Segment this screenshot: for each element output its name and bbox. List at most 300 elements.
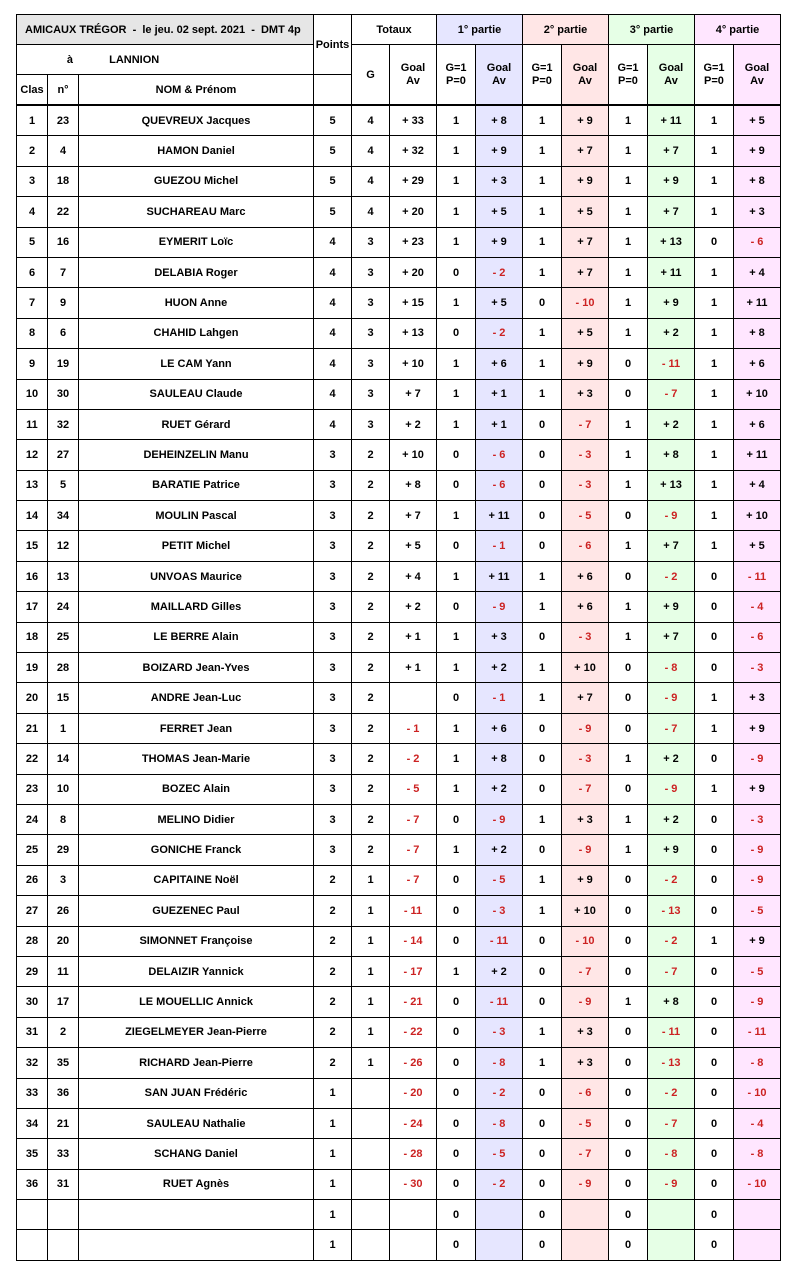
table-row bbox=[17, 592, 781, 622]
table-row bbox=[17, 409, 781, 439]
total-goal-cell: - 30 bbox=[390, 1169, 437, 1199]
total-goal-cell: - 21 bbox=[390, 987, 437, 1017]
p2-goal-cell: - 7 bbox=[562, 956, 609, 986]
number-cell: 2 bbox=[48, 1017, 79, 1047]
rank-cell: 28 bbox=[17, 926, 48, 956]
player-name: FERRET Jean bbox=[79, 713, 314, 743]
p4-goal-cell: + 5 bbox=[734, 105, 781, 136]
points-cell: 4 bbox=[314, 257, 352, 287]
number-cell: 25 bbox=[48, 622, 79, 652]
rank-cell: 29 bbox=[17, 956, 48, 986]
total-goal-cell: + 20 bbox=[390, 197, 437, 227]
number-cell: 19 bbox=[48, 349, 79, 379]
p4-goal-cell: - 6 bbox=[734, 622, 781, 652]
number-cell: 14 bbox=[48, 744, 79, 774]
p2-goal-cell: - 3 bbox=[562, 622, 609, 652]
player-name: SAULEAU Nathalie bbox=[79, 1108, 314, 1138]
p4-goal-cell: + 9 bbox=[734, 926, 781, 956]
number-cell: 16 bbox=[48, 227, 79, 257]
table-row bbox=[17, 774, 781, 804]
player-name: GONICHE Franck bbox=[79, 835, 314, 865]
wins-cell bbox=[352, 1200, 390, 1230]
p3-result-cell: 0 bbox=[609, 956, 648, 986]
points-cell: 1 bbox=[314, 1108, 352, 1138]
p1-goal-cell: + 1 bbox=[476, 379, 523, 409]
points-cell: 3 bbox=[314, 531, 352, 561]
p1-result-cell: 1 bbox=[437, 197, 476, 227]
total-goal-cell: + 10 bbox=[390, 440, 437, 470]
p2-result-cell: 1 bbox=[523, 804, 562, 834]
p4-goal-cell: + 4 bbox=[734, 470, 781, 500]
p4-goal-cell: - 10 bbox=[734, 1169, 781, 1199]
p1-goal-cell: - 6 bbox=[476, 470, 523, 500]
event-date: le jeu. 02 sept. 2021 bbox=[142, 23, 246, 36]
p2-result-cell: 1 bbox=[523, 653, 562, 683]
p2-result-cell: 1 bbox=[523, 865, 562, 895]
table-row bbox=[17, 622, 781, 652]
tot-goal-header: Goal Av bbox=[390, 45, 437, 106]
p3-result-cell: 1 bbox=[609, 470, 648, 500]
rank-cell: 26 bbox=[17, 865, 48, 895]
p2-result-cell: 1 bbox=[523, 1017, 562, 1047]
p4-result-cell: 0 bbox=[695, 1169, 734, 1199]
p1-goal-cell: + 2 bbox=[476, 956, 523, 986]
player-name: SCHANG Daniel bbox=[79, 1139, 314, 1169]
player-name: BOZEC Alain bbox=[79, 774, 314, 804]
wins-cell: 1 bbox=[352, 987, 390, 1017]
total-goal-cell: + 5 bbox=[390, 531, 437, 561]
p1-result-cell: 0 bbox=[437, 531, 476, 561]
number-cell: 35 bbox=[48, 1048, 79, 1078]
p2-goal-cell: + 9 bbox=[562, 349, 609, 379]
p4-goal-cell: + 10 bbox=[734, 501, 781, 531]
table-row bbox=[17, 349, 781, 379]
p1-result-cell: 0 bbox=[437, 987, 476, 1017]
p2-goal-cell: + 5 bbox=[562, 318, 609, 348]
total-goal-cell: + 7 bbox=[390, 379, 437, 409]
points-cell: 3 bbox=[314, 561, 352, 591]
rank-cell: 17 bbox=[17, 592, 48, 622]
points-cell: 3 bbox=[314, 744, 352, 774]
points-cell: 4 bbox=[314, 288, 352, 318]
p2-result-cell: 1 bbox=[523, 683, 562, 713]
total-goal-cell: - 17 bbox=[390, 956, 437, 986]
p2-goal-cell bbox=[562, 1200, 609, 1230]
p1-goal-cell: - 8 bbox=[476, 1048, 523, 1078]
number-cell: 28 bbox=[48, 653, 79, 683]
table-row bbox=[17, 501, 781, 531]
wins-cell: 3 bbox=[352, 318, 390, 348]
p1-result-cell: 1 bbox=[437, 379, 476, 409]
wins-cell: 2 bbox=[352, 713, 390, 743]
p3-goal-cell: - 13 bbox=[648, 896, 695, 926]
number-cell: 12 bbox=[48, 531, 79, 561]
table-row bbox=[17, 1048, 781, 1078]
p3-goal-cell: + 9 bbox=[648, 166, 695, 196]
player-name: LE MOUELLIC Annick bbox=[79, 987, 314, 1017]
number-cell: 34 bbox=[48, 501, 79, 531]
points-cell: 1 bbox=[314, 1078, 352, 1108]
number-cell: 4 bbox=[48, 136, 79, 166]
number-cell: 9 bbox=[48, 288, 79, 318]
rank-cell: 27 bbox=[17, 896, 48, 926]
number-cell: 13 bbox=[48, 561, 79, 591]
p1-result-cell: 0 bbox=[437, 896, 476, 926]
p4-goal-cell: + 3 bbox=[734, 197, 781, 227]
p3-goal-cell: + 7 bbox=[648, 136, 695, 166]
points-cell: 3 bbox=[314, 501, 352, 531]
rank-cell: 2 bbox=[17, 136, 48, 166]
p4-goal-cell: + 6 bbox=[734, 349, 781, 379]
total-goal-cell bbox=[390, 1230, 437, 1260]
p3-goal-cell: - 9 bbox=[648, 1169, 695, 1199]
points-cell: 3 bbox=[314, 440, 352, 470]
p2-result-cell: 0 bbox=[523, 288, 562, 318]
player-name: ANDRE Jean-Luc bbox=[79, 683, 314, 713]
p4-goal-cell: - 5 bbox=[734, 896, 781, 926]
p4-goal-cell: - 11 bbox=[734, 561, 781, 591]
rank-cell: 5 bbox=[17, 227, 48, 257]
p3-goal-cell: - 11 bbox=[648, 349, 695, 379]
partie4-header: 4° partie bbox=[695, 15, 781, 45]
p1-goal-cell: - 2 bbox=[476, 1169, 523, 1199]
p1-result-cell: 1 bbox=[437, 653, 476, 683]
p3-result-cell: 0 bbox=[609, 713, 648, 743]
p4-result-cell: 0 bbox=[695, 592, 734, 622]
wins-cell: 2 bbox=[352, 804, 390, 834]
p2-goal-cell: - 7 bbox=[562, 1139, 609, 1169]
p2-result-cell: 0 bbox=[523, 835, 562, 865]
player-name: SAN JUAN Frédéric bbox=[79, 1078, 314, 1108]
points-cell: 5 bbox=[314, 197, 352, 227]
player-name: MELINO Didier bbox=[79, 804, 314, 834]
p4-goal-cell bbox=[734, 1200, 781, 1230]
p4-result-cell: 0 bbox=[695, 865, 734, 895]
p2-goal-cell: - 9 bbox=[562, 835, 609, 865]
p4-goal-cell: + 6 bbox=[734, 409, 781, 439]
p2-result-cell: 1 bbox=[523, 197, 562, 227]
p2-result-cell: 0 bbox=[523, 744, 562, 774]
clas-header: Clas bbox=[17, 75, 48, 106]
p2-result-cell: 1 bbox=[523, 257, 562, 287]
p2-result-cell: 0 bbox=[523, 1230, 562, 1260]
p4-goal-cell: + 5 bbox=[734, 531, 781, 561]
p3-goal-header: Goal Av bbox=[648, 45, 695, 106]
p1-result-cell: 0 bbox=[437, 257, 476, 287]
points-cell: 3 bbox=[314, 653, 352, 683]
p4-goal-cell: - 11 bbox=[734, 1017, 781, 1047]
player-name: BOIZARD Jean-Yves bbox=[79, 653, 314, 683]
p3-result-cell: 0 bbox=[609, 1169, 648, 1199]
number-cell: 7 bbox=[48, 257, 79, 287]
p1-result-cell: 0 bbox=[437, 1230, 476, 1260]
p3-result-cell: 0 bbox=[609, 1048, 648, 1078]
p2-goal-cell: + 7 bbox=[562, 683, 609, 713]
p4-goal-cell: + 9 bbox=[734, 136, 781, 166]
p4-result-cell: 1 bbox=[695, 379, 734, 409]
p4-goal-header: Goal Av bbox=[734, 45, 781, 106]
p1-result-cell: 0 bbox=[437, 1017, 476, 1047]
p3-goal-cell: - 13 bbox=[648, 1048, 695, 1078]
p3-result-cell: 0 bbox=[609, 1230, 648, 1260]
p2-result-cell: 1 bbox=[523, 349, 562, 379]
points-cell: 3 bbox=[314, 470, 352, 500]
player-name bbox=[79, 1200, 314, 1230]
p3-goal-cell: - 8 bbox=[648, 1139, 695, 1169]
wins-cell: 2 bbox=[352, 622, 390, 652]
p3-result-cell: 0 bbox=[609, 1200, 648, 1230]
p1-result-cell: 1 bbox=[437, 349, 476, 379]
p2-result-cell: 0 bbox=[523, 1200, 562, 1230]
player-name bbox=[79, 1230, 314, 1260]
table-row bbox=[17, 896, 781, 926]
total-goal-cell bbox=[390, 683, 437, 713]
total-goal-cell: - 7 bbox=[390, 835, 437, 865]
p3-goal-cell: + 11 bbox=[648, 105, 695, 136]
partie3-header: 3° partie bbox=[609, 15, 695, 45]
p3-goal-cell: + 2 bbox=[648, 409, 695, 439]
p3-goal-cell: + 9 bbox=[648, 835, 695, 865]
total-goal-cell: - 22 bbox=[390, 1017, 437, 1047]
p3-goal-cell: + 2 bbox=[648, 804, 695, 834]
wins-cell bbox=[352, 1169, 390, 1199]
p2-goal-cell: + 7 bbox=[562, 227, 609, 257]
points-cell: 2 bbox=[314, 1048, 352, 1078]
p1-result-cell: 1 bbox=[437, 105, 476, 136]
p4-goal-cell: - 9 bbox=[734, 865, 781, 895]
player-name: HAMON Daniel bbox=[79, 136, 314, 166]
p4-result-cell: 1 bbox=[695, 440, 734, 470]
p2-goal-cell: - 5 bbox=[562, 501, 609, 531]
p3-result-cell: 1 bbox=[609, 197, 648, 227]
table-row bbox=[17, 318, 781, 348]
total-goal-cell: - 24 bbox=[390, 1108, 437, 1138]
wins-cell: 2 bbox=[352, 744, 390, 774]
p1-goal-cell: + 3 bbox=[476, 166, 523, 196]
total-goal-cell: - 7 bbox=[390, 804, 437, 834]
rank-cell: 16 bbox=[17, 561, 48, 591]
p2-goal-cell: - 7 bbox=[562, 774, 609, 804]
p4-result-cell: 1 bbox=[695, 683, 734, 713]
wins-cell: 2 bbox=[352, 440, 390, 470]
p4-gp-header: G=1 P=0 bbox=[695, 45, 734, 106]
player-name: SIMONNET Françoise bbox=[79, 926, 314, 956]
points-cell: 4 bbox=[314, 318, 352, 348]
wins-cell: 2 bbox=[352, 531, 390, 561]
p4-result-cell: 1 bbox=[695, 349, 734, 379]
total-goal-cell: + 4 bbox=[390, 561, 437, 591]
wins-cell: 3 bbox=[352, 227, 390, 257]
total-goal-cell: + 23 bbox=[390, 227, 437, 257]
p2-result-cell: 0 bbox=[523, 1108, 562, 1138]
total-goal-cell: + 1 bbox=[390, 653, 437, 683]
player-name: DELAIZIR Yannick bbox=[79, 956, 314, 986]
player-name: UNVOAS Maurice bbox=[79, 561, 314, 591]
table-row bbox=[17, 1108, 781, 1138]
name-header: NOM & Prénom bbox=[79, 75, 314, 106]
wins-cell: 1 bbox=[352, 1017, 390, 1047]
p1-result-cell: 0 bbox=[437, 318, 476, 348]
p1-result-cell: 1 bbox=[437, 409, 476, 439]
header-row-2 bbox=[17, 45, 781, 75]
p3-result-cell: 1 bbox=[609, 257, 648, 287]
p4-result-cell: 1 bbox=[695, 501, 734, 531]
p3-goal-cell: - 8 bbox=[648, 653, 695, 683]
rank-cell: 34 bbox=[17, 1108, 48, 1138]
table-row bbox=[17, 531, 781, 561]
p4-result-cell: 1 bbox=[695, 531, 734, 561]
totaux-header: Totaux bbox=[352, 15, 437, 45]
p2-goal-cell: - 10 bbox=[562, 288, 609, 318]
p4-result-cell: 0 bbox=[695, 1139, 734, 1169]
p3-result-cell: 1 bbox=[609, 592, 648, 622]
p3-result-cell: 0 bbox=[609, 683, 648, 713]
total-goal-cell: - 14 bbox=[390, 926, 437, 956]
player-name: GUEZOU Michel bbox=[79, 166, 314, 196]
p2-result-cell: 1 bbox=[523, 105, 562, 136]
points-cell: 2 bbox=[314, 926, 352, 956]
p1-result-cell: 0 bbox=[437, 1139, 476, 1169]
p3-goal-cell bbox=[648, 1200, 695, 1230]
rank-cell: 9 bbox=[17, 349, 48, 379]
total-goal-cell: + 8 bbox=[390, 470, 437, 500]
player-name: LE CAM Yann bbox=[79, 349, 314, 379]
total-goal-cell: + 15 bbox=[390, 288, 437, 318]
p1-goal-cell: - 1 bbox=[476, 683, 523, 713]
wins-cell: 3 bbox=[352, 409, 390, 439]
p2-result-cell: 1 bbox=[523, 1048, 562, 1078]
p2-result-cell: 1 bbox=[523, 592, 562, 622]
player-name: LE BERRE Alain bbox=[79, 622, 314, 652]
points-cell: 4 bbox=[314, 409, 352, 439]
number-cell: 3 bbox=[48, 865, 79, 895]
p3-goal-cell: - 9 bbox=[648, 683, 695, 713]
p2-result-cell: 1 bbox=[523, 227, 562, 257]
table-row bbox=[17, 804, 781, 834]
p1-goal-cell: - 11 bbox=[476, 926, 523, 956]
event-name: DMT 4p bbox=[260, 23, 301, 36]
p2-goal-cell: - 6 bbox=[562, 1078, 609, 1108]
points-cell: 2 bbox=[314, 896, 352, 926]
p2-result-cell: 1 bbox=[523, 379, 562, 409]
player-name: EYMERIT Loïc bbox=[79, 227, 314, 257]
number-cell: 24 bbox=[48, 592, 79, 622]
p2-result-cell: 0 bbox=[523, 1078, 562, 1108]
p1-result-cell: 0 bbox=[437, 865, 476, 895]
total-goal-cell: - 5 bbox=[390, 774, 437, 804]
wins-cell: 2 bbox=[352, 501, 390, 531]
number-cell: 26 bbox=[48, 896, 79, 926]
number-cell: 22 bbox=[48, 197, 79, 227]
p1-gp-header: G=1 P=0 bbox=[437, 45, 476, 106]
p2-goal-cell: - 9 bbox=[562, 713, 609, 743]
p1-goal-cell: + 6 bbox=[476, 713, 523, 743]
p4-result-cell: 0 bbox=[695, 744, 734, 774]
p4-goal-cell: - 4 bbox=[734, 592, 781, 622]
p3-goal-cell: + 7 bbox=[648, 531, 695, 561]
number-cell bbox=[48, 1230, 79, 1260]
wins-cell bbox=[352, 1230, 390, 1260]
p3-goal-cell: - 2 bbox=[648, 561, 695, 591]
table-row bbox=[17, 105, 781, 136]
total-goal-cell: + 33 bbox=[390, 105, 437, 136]
p2-goal-cell: - 9 bbox=[562, 987, 609, 1017]
p3-result-cell: 1 bbox=[609, 440, 648, 470]
p3-result-cell: 1 bbox=[609, 987, 648, 1017]
player-name: BARATIE Patrice bbox=[79, 470, 314, 500]
total-goal-cell: + 13 bbox=[390, 318, 437, 348]
p2-result-cell: 0 bbox=[523, 501, 562, 531]
p1-goal-cell: - 1 bbox=[476, 531, 523, 561]
p2-goal-cell: + 9 bbox=[562, 865, 609, 895]
p2-goal-cell: + 9 bbox=[562, 105, 609, 136]
p1-goal-cell: - 3 bbox=[476, 896, 523, 926]
g-header: G bbox=[352, 45, 390, 106]
p1-result-cell: 0 bbox=[437, 1169, 476, 1199]
player-name: HUON Anne bbox=[79, 288, 314, 318]
points-cell: 3 bbox=[314, 804, 352, 834]
p3-result-cell: 0 bbox=[609, 653, 648, 683]
wins-cell: 2 bbox=[352, 653, 390, 683]
p4-goal-cell: - 9 bbox=[734, 744, 781, 774]
p4-result-cell: 0 bbox=[695, 653, 734, 683]
wins-cell: 3 bbox=[352, 257, 390, 287]
p3-goal-cell: - 7 bbox=[648, 1108, 695, 1138]
p2-result-cell: 1 bbox=[523, 896, 562, 926]
number-cell: 36 bbox=[48, 1078, 79, 1108]
p1-goal-cell: + 11 bbox=[476, 561, 523, 591]
p3-goal-cell: - 2 bbox=[648, 926, 695, 956]
points-cell: 1 bbox=[314, 1169, 352, 1199]
table-row bbox=[17, 1230, 781, 1260]
p4-goal-cell: + 8 bbox=[734, 166, 781, 196]
table-row bbox=[17, 257, 781, 287]
p1-goal-cell: + 8 bbox=[476, 744, 523, 774]
p3-result-cell: 1 bbox=[609, 409, 648, 439]
rank-cell: 25 bbox=[17, 835, 48, 865]
table-row bbox=[17, 1078, 781, 1108]
number-cell: 32 bbox=[48, 409, 79, 439]
p2-goal-cell: - 7 bbox=[562, 409, 609, 439]
wins-cell: 2 bbox=[352, 774, 390, 804]
p2-goal-cell: + 7 bbox=[562, 136, 609, 166]
points-cell: 2 bbox=[314, 956, 352, 986]
wins-cell bbox=[352, 1139, 390, 1169]
number-cell: 18 bbox=[48, 166, 79, 196]
p4-result-cell: 0 bbox=[695, 896, 734, 926]
p4-result-cell: 1 bbox=[695, 166, 734, 196]
p1-goal-cell: + 6 bbox=[476, 349, 523, 379]
p3-result-cell: 1 bbox=[609, 105, 648, 136]
p4-result-cell: 0 bbox=[695, 1017, 734, 1047]
p2-result-cell: 0 bbox=[523, 956, 562, 986]
p2-goal-cell: - 3 bbox=[562, 744, 609, 774]
p1-result-cell: 0 bbox=[437, 683, 476, 713]
table-row bbox=[17, 197, 781, 227]
p3-goal-cell: - 2 bbox=[648, 865, 695, 895]
player-name: ZIEGELMEYER Jean-Pierre bbox=[79, 1017, 314, 1047]
p3-result-cell: 1 bbox=[609, 318, 648, 348]
results-sheet bbox=[16, 14, 781, 1261]
p1-goal-cell: + 1 bbox=[476, 409, 523, 439]
p4-goal-cell: + 11 bbox=[734, 288, 781, 318]
points-cell: 5 bbox=[314, 105, 352, 136]
points-cell: 2 bbox=[314, 987, 352, 1017]
p4-result-cell: 1 bbox=[695, 926, 734, 956]
p2-result-cell: 1 bbox=[523, 318, 562, 348]
total-goal-cell: + 2 bbox=[390, 409, 437, 439]
total-goal-cell: + 20 bbox=[390, 257, 437, 287]
